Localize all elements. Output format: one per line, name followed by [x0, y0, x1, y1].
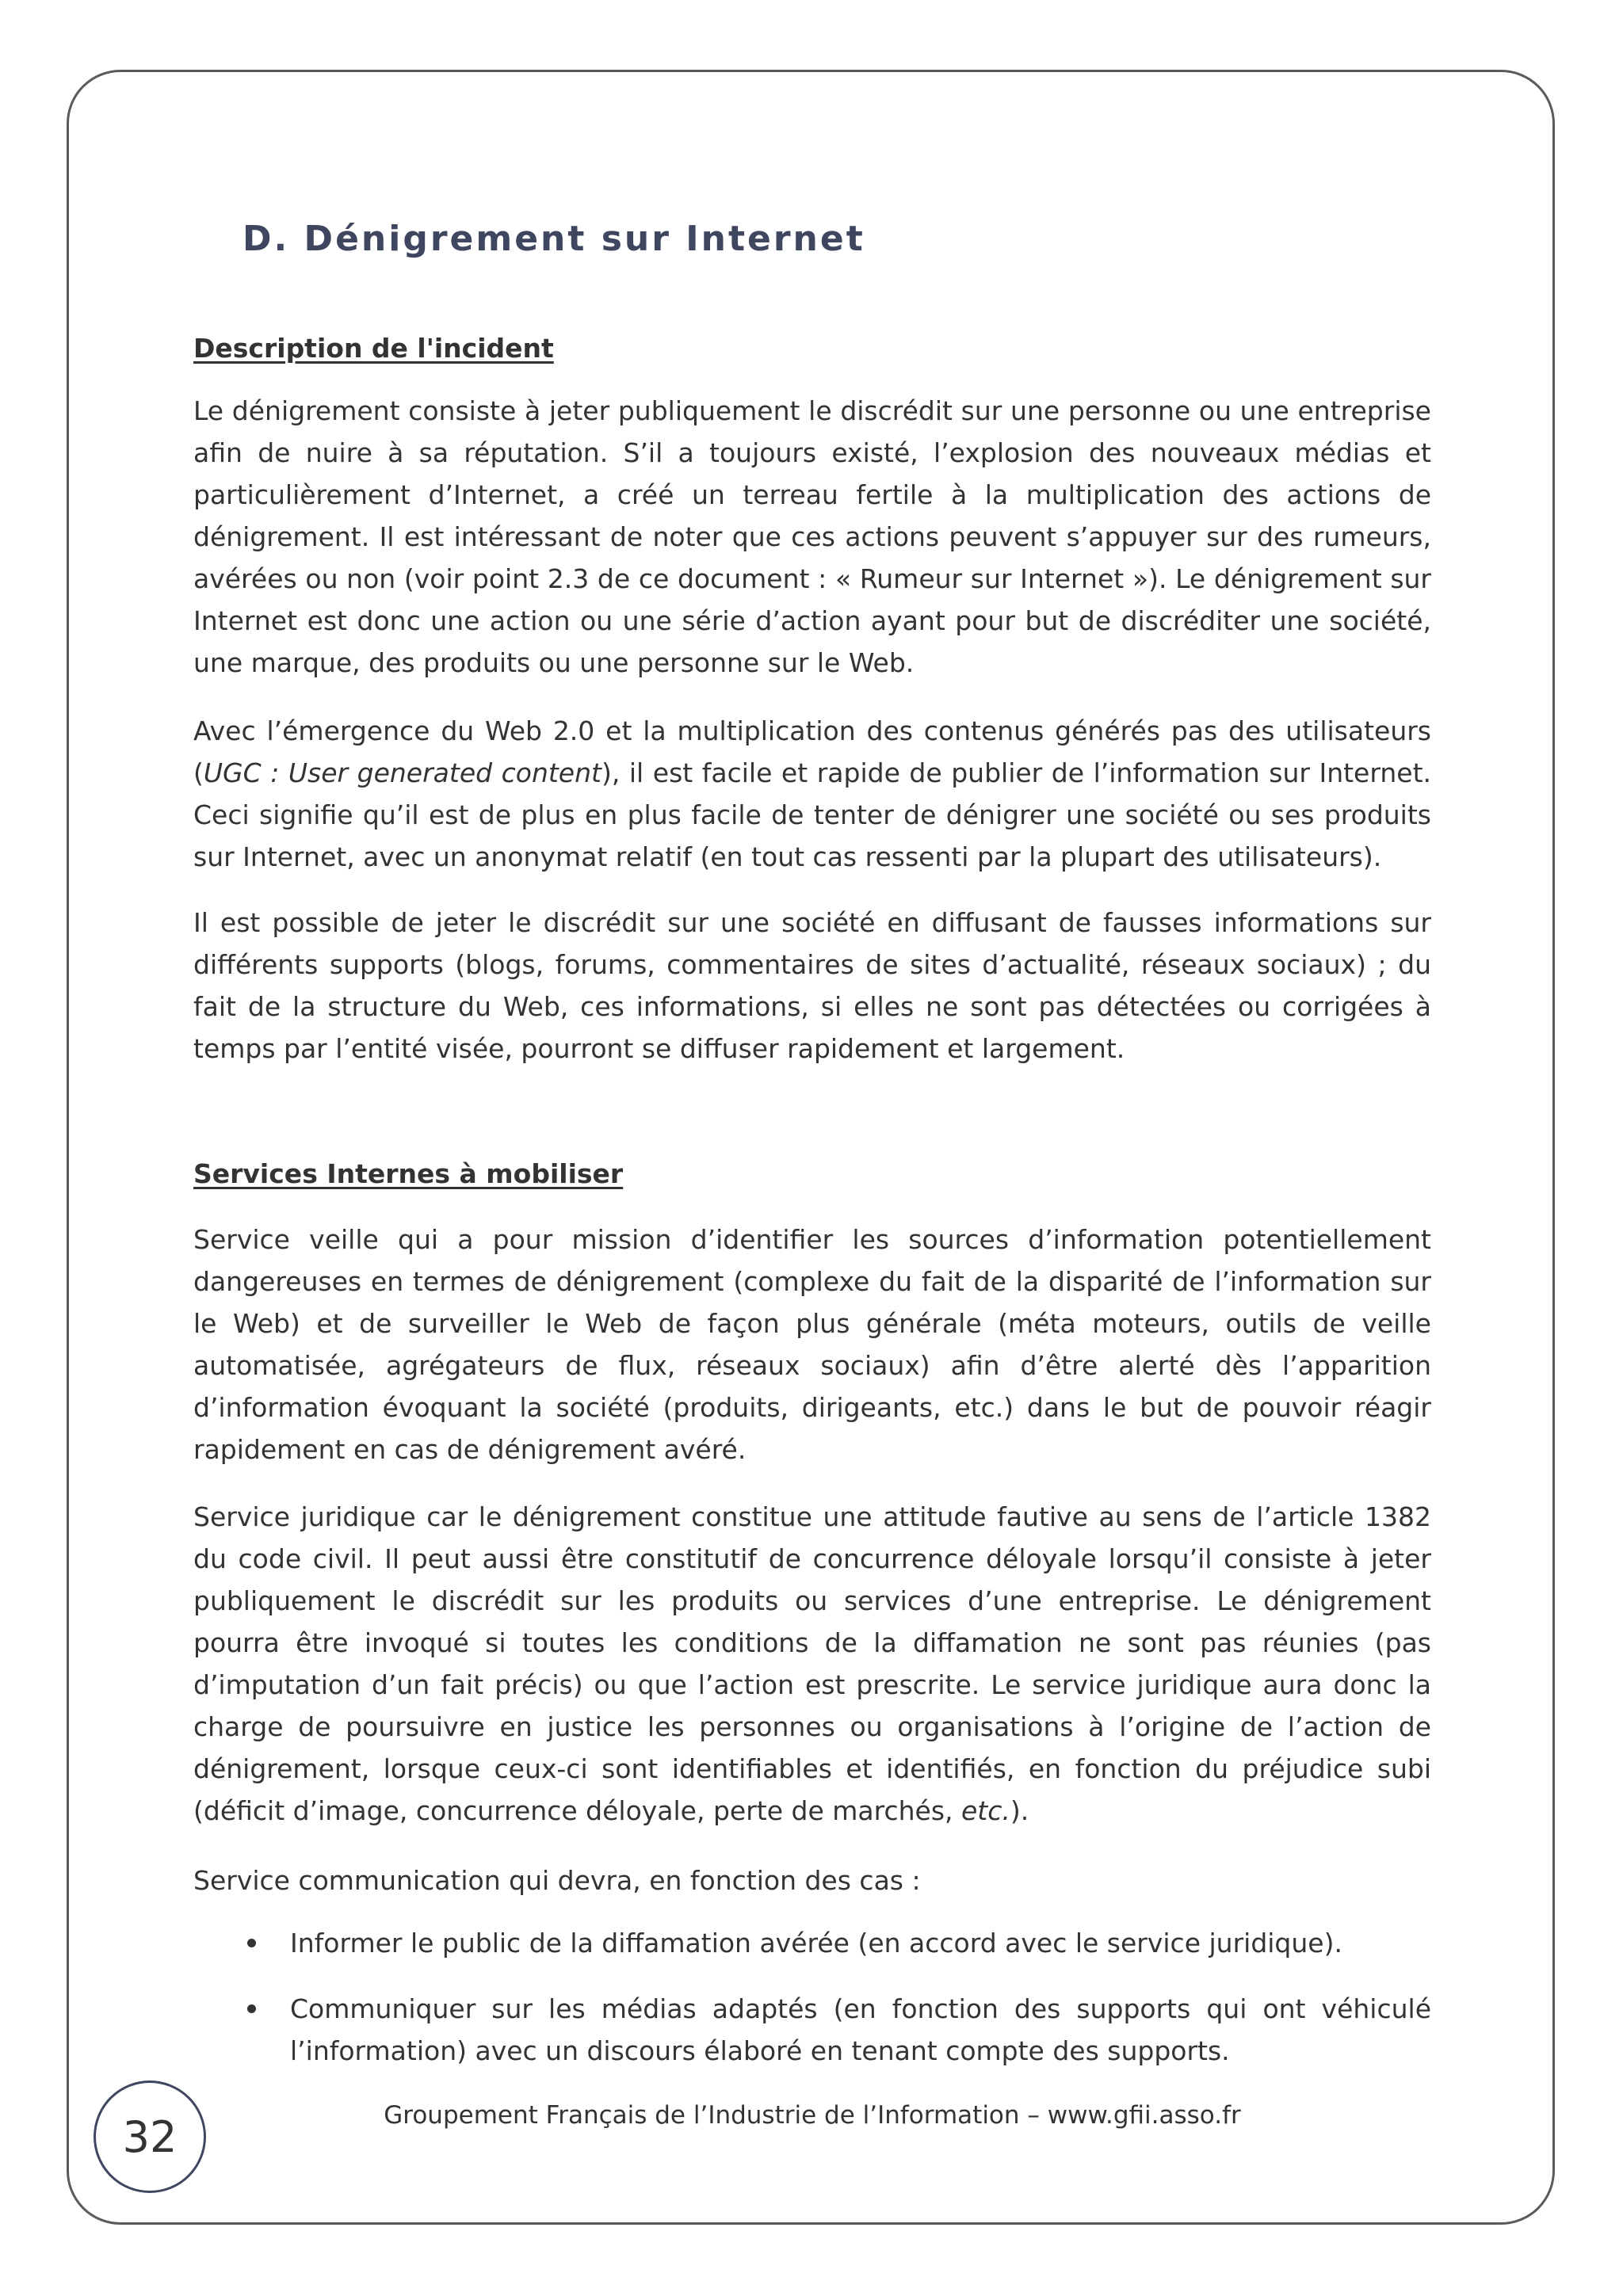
- services-heading: Services Internes à mobiliser: [193, 1158, 624, 1189]
- bullet-item-1: [193, 1922, 1431, 1964]
- footer-text: Groupement Français de l’Industrie de l’Information – www.gfii.asso.fr: [384, 2101, 1241, 2130]
- description-paragraph-2-start: Avec l’émergence du Web 2.0 et la multiplication des contenus générés pas des utilisateurs (: [193, 715, 1431, 788]
- bullet-text-2: Communiquer sur les médias adaptés (en fonction des supports qui ont véhiculé l’information) avec un discours élaboré en tenant compte des supports.: [290, 1993, 1431, 2066]
- etc-term: etc.: [961, 1795, 1010, 1826]
- description-paragraph-3: Il est possible de jeter le discrédit sur une société en diffusant de fausses informations sur différents supports (blogs, forums, commentaires de sites d’actualité, réseaux sociaux) ; du fait de la structure du Web, ces informations, si elles ne sont pas détectées ou corrigées à temps par l’entité visée, pourront se diffuser rapidement et largement.: [193, 907, 1431, 1064]
- services-paragraph-juridique: [193, 1496, 1431, 1832]
- services-paragraph-communication: Service communication qui devra, en fonction des cas :: [193, 1865, 921, 1896]
- description-paragraph-1: Le dénigrement consiste à jeter publiquement le discrédit sur une personne ou une entreprise afin de nuire à sa réputation. S’il a toujours existé, l’explosion des nouveaux médias et particulièrement d’Internet, a créé un terreau fertile à la multiplication des actions de dénigrement. Il est intéressant de noter que ces actions peuvent s’appuyer sur des rumeurs, avérées ou non (voir point 2.3 de ce document : « Rumeur sur Internet »). Le dénigrement sur Internet est donc une action ou une série d’action ayant pour but de discréditer une société, une marque, des produits ou une personne sur le Web.: [193, 395, 1431, 678]
- ugc-term: UGC : User generated content: [203, 757, 601, 788]
- services-paragraph-juridique-start: Service juridique car le dénigrement constitue une attitude fautive au sens de l’article 1382 du code civil. Il peut aussi être constitutif de concurrence déloyale lorsqu’il consiste à jeter publiquement le discrédit sur les produits ou services d’une entreprise. Le dénigrement pourra être invoqué si toutes les conditions de la diffamation ne sont pas réunies (pas d’imputation d’un fait précis) ou que l’action est prescrite. Le service juridique aura donc la charge de poursuivre en justice les personnes ou organisations à l’origine de l’action de dénigrement, lorsque ceux-ci sont identifiables et identifiés, en fonction du préjudice subi (déficit d’image, concurrence déloyale, perte de marchés,: [193, 1501, 1431, 1826]
- description-paragraph-2-end: ), il est facile et rapide de publier de l’information sur Internet. Ceci signifie qu’il est de plus en plus facile de tenter de dénigrer une société ou ses produits sur Internet, avec un anonymat relatif (en tout cas ressenti par la plupart des utilisateurs).: [193, 757, 1431, 872]
- description-paragraph-2: [193, 710, 1431, 878]
- bullet-dot-icon: [247, 2004, 256, 2013]
- section-title: D. Dénigrement sur Internet: [242, 219, 865, 259]
- page-number: 32: [94, 2081, 206, 2193]
- bullet-text-1: Informer le public de la diffamation avérée (en accord avec le service juridique).: [290, 1928, 1342, 1958]
- bullet-item-2: [193, 1988, 1431, 2072]
- description-heading: Description de l'incident: [193, 333, 554, 364]
- services-paragraph-juridique-end: ).: [1010, 1795, 1029, 1826]
- communication-bullet-list: [193, 1922, 1431, 2096]
- services-paragraph-veille: Service veille qui a pour mission d’identifier les sources d’information potentiellement dangereuses en termes de dénigrement (complexe du fait de la disparité de l’information sur le Web) et de surveiller le Web de façon plus générale (méta moteurs, outils de veille automatisée, agrégateurs de flux, réseaux sociaux) afin d’être alerté dès l’apparition d’information évoquant la société (produits, dirigeants, etc.) dans le but de pouvoir réagir rapidement en cas de dénigrement avéré.: [193, 1224, 1431, 1465]
- bullet-dot-icon: [247, 1939, 256, 1947]
